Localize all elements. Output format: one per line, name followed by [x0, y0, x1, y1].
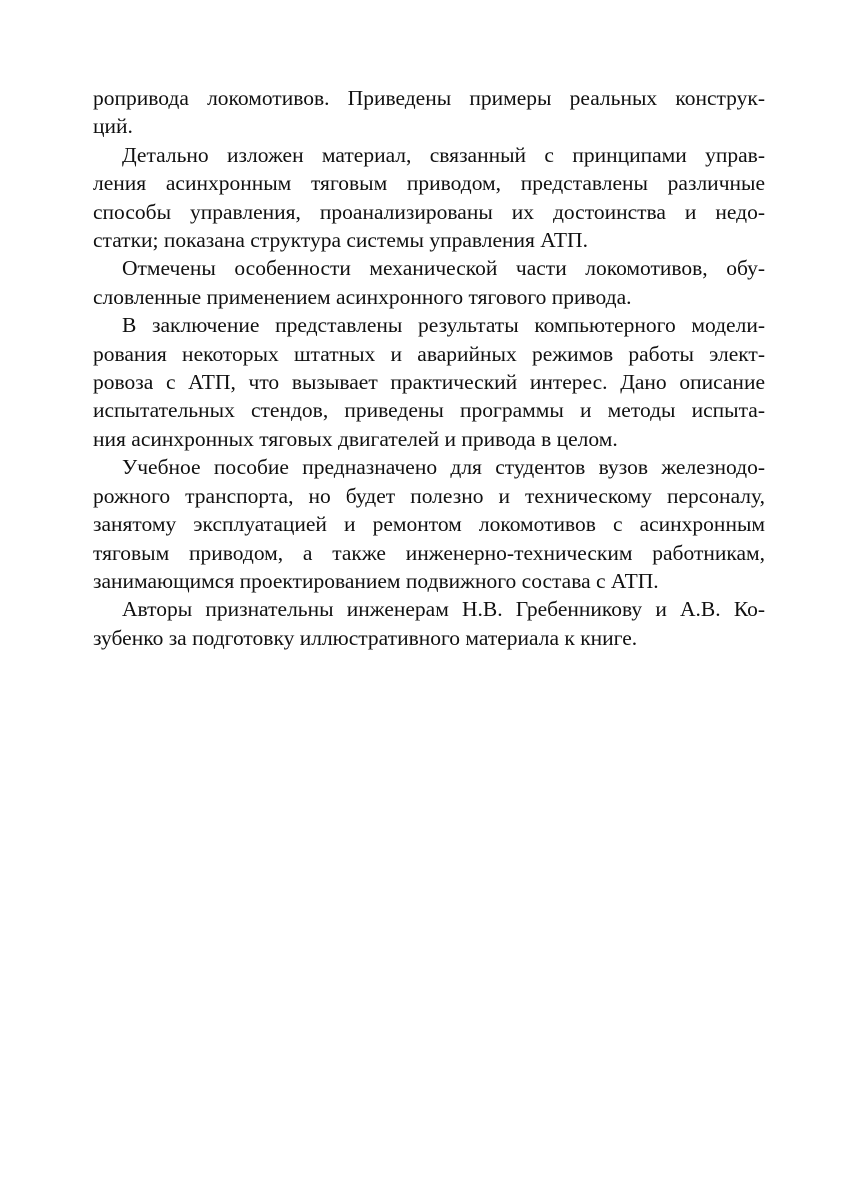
- text-line: тяговым приводом, а также инженерно-техническим работникам,: [93, 540, 765, 565]
- text-line: Детально изложен материал, связанный с принципами управ-: [122, 142, 765, 167]
- text-line: рования некоторых штатных и аварийных режимов работы элект-: [93, 341, 765, 366]
- text-line: ления асинхронным тяговым приводом, представлены различные: [93, 171, 765, 196]
- text-line: ния асинхронных тяговых двигателей и привода в целом.: [93, 426, 618, 451]
- text-line: ровоза с АТП, что вызывает практический интерес. Дано описание: [93, 370, 765, 395]
- text-line: Авторы признательны инженерам Н.В. Гребенникову и А.В. Ко-: [122, 597, 765, 622]
- text-line: занятому эксплуатацией и ремонтом локомотивов с асинхронным: [93, 512, 765, 537]
- text-line: Отмечены особенности механической части локомотивов, обу-: [122, 256, 765, 281]
- paragraph: [93, 254, 765, 311]
- paragraph: [93, 595, 765, 652]
- paragraph: [93, 311, 765, 453]
- text-line: способы управления, проанализированы их достоинства и недо-: [93, 199, 765, 224]
- paragraph: [93, 84, 765, 141]
- text-line: зубенко за подготовку иллюстративного материала к книге.: [93, 625, 638, 650]
- text-line: ропривода локомотивов. Приведены примеры реальных конструк-: [93, 86, 765, 110]
- text-line: рожного транспорта, но будет полезно и техническому персоналу,: [93, 483, 765, 508]
- paragraph: [93, 141, 765, 255]
- text-line: В заключение представлены результаты компьютерного модели-: [122, 313, 765, 338]
- text-line: Учебное пособие предназначено для студентов вузов железнодо-: [122, 455, 765, 480]
- text-line: испытательных стендов, приведены программы и методы испыта-: [93, 398, 765, 423]
- text-line: занимающимся проектированием подвижного состава с АТП.: [93, 568, 659, 593]
- page-text: [93, 84, 765, 652]
- text-line: статки; показана структура системы управления АТП.: [93, 228, 588, 253]
- text-line: словленные применением асинхронного тягового привода.: [93, 284, 632, 309]
- text-line: ций.: [93, 114, 133, 139]
- paragraph: [93, 453, 765, 595]
